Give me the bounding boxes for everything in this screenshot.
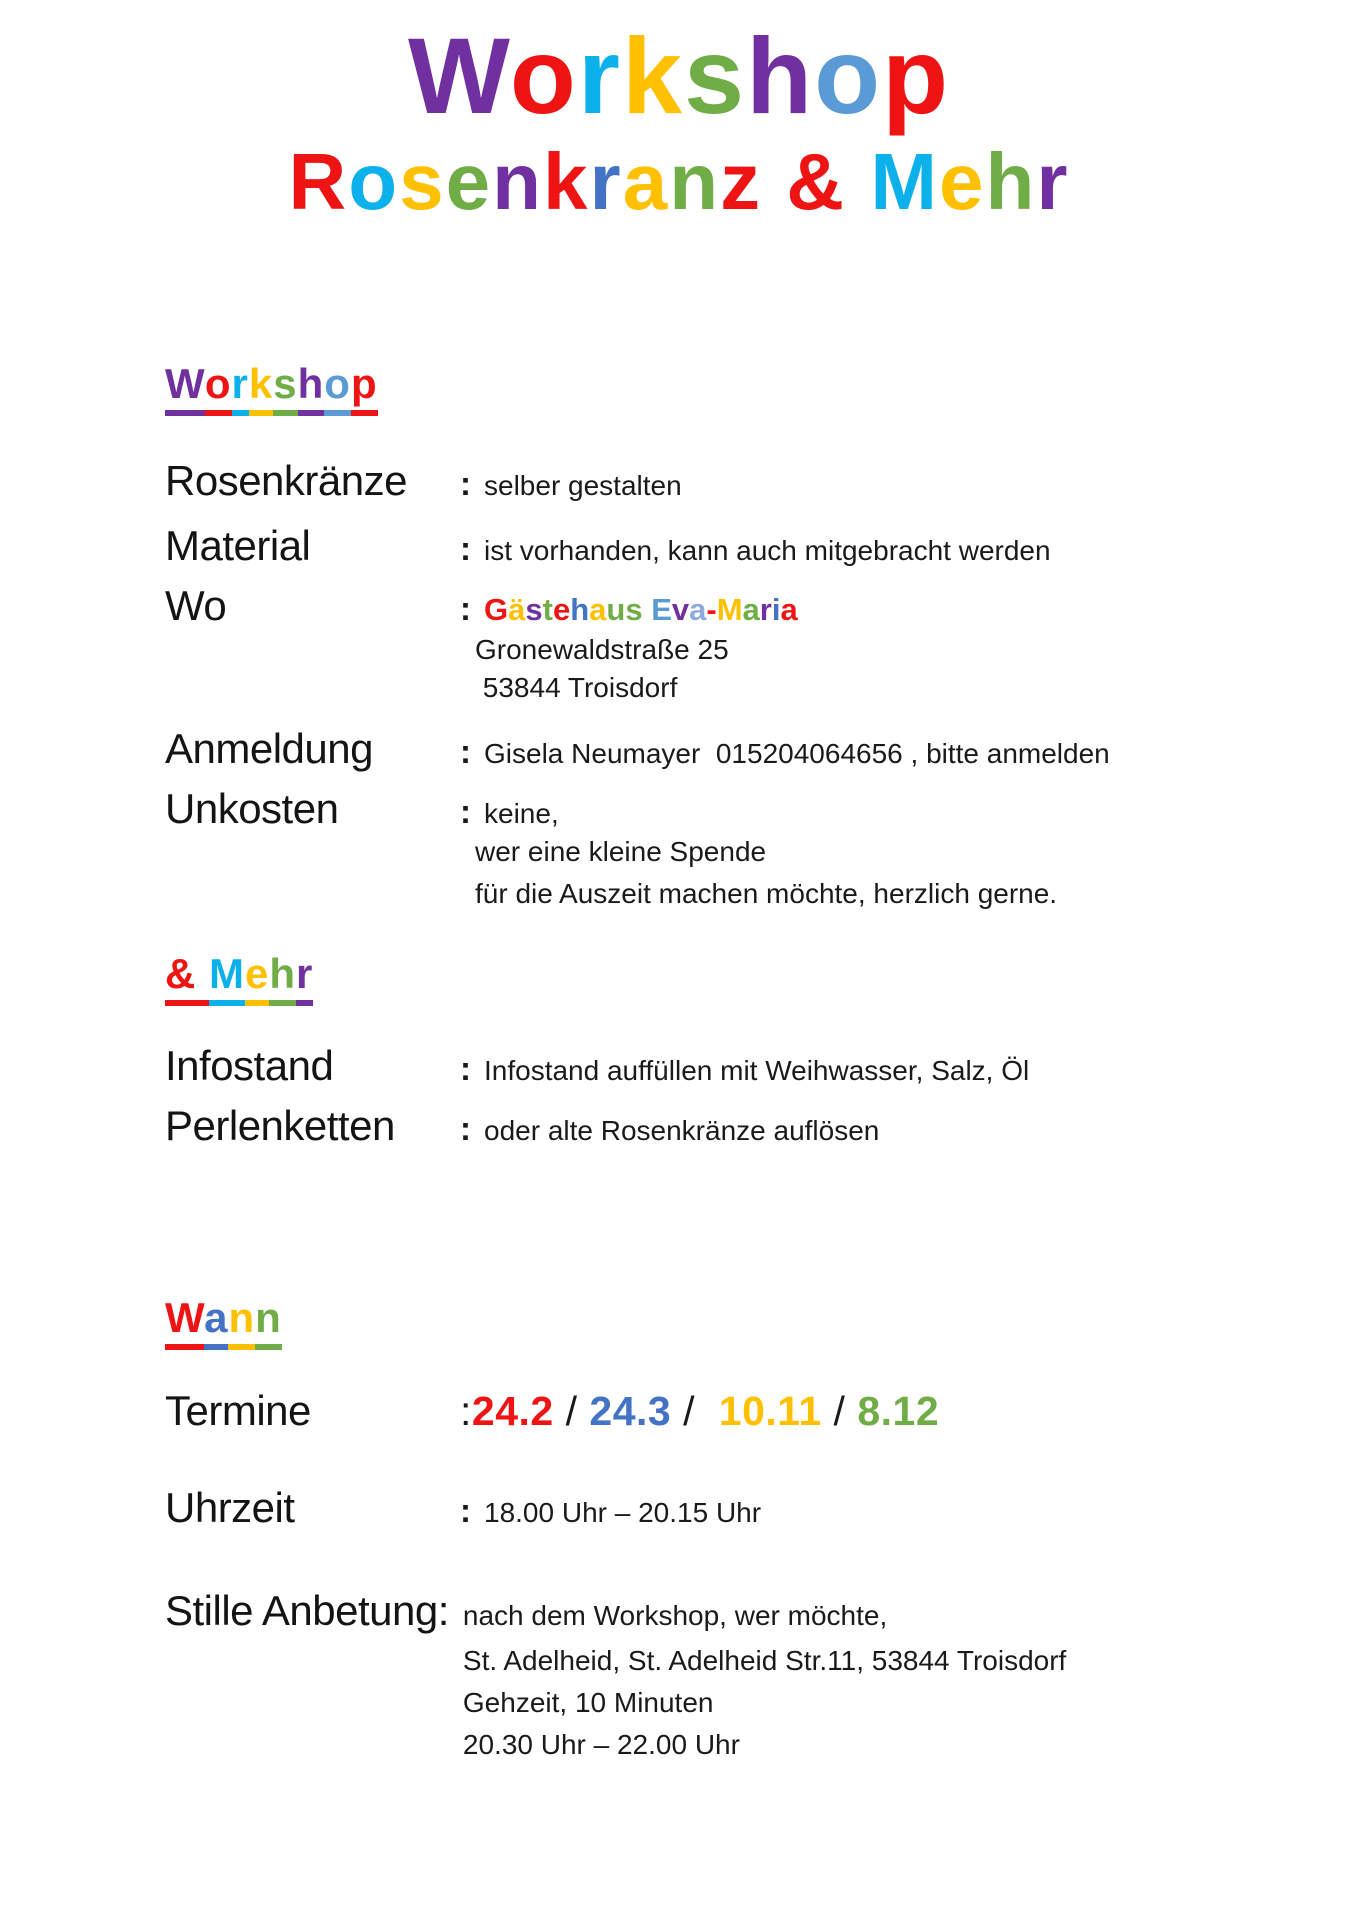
- colored-letter: W: [407, 15, 510, 136]
- row-perlenketten: [165, 1101, 1305, 1151]
- colored-letter: v: [671, 592, 690, 627]
- colored-letter: k: [621, 15, 685, 136]
- section-heading-wann: [165, 1292, 282, 1344]
- colored-letter: o: [348, 137, 400, 226]
- colored-letter: 24.3: [589, 1388, 672, 1434]
- colored-letter: k: [249, 360, 273, 416]
- colored-letter: [196, 950, 209, 1006]
- colored-letter: a: [742, 592, 760, 627]
- row-label: Anmeldung: [165, 725, 373, 772]
- continuation-line: 20.30 Uhr – 22.00 Uhr: [462, 1729, 740, 1760]
- colored-letter: [762, 137, 786, 226]
- colored-letter: [846, 137, 870, 226]
- row-material: [165, 521, 1305, 571]
- row-label: Rosenkränze: [165, 457, 407, 504]
- row-termine: [165, 1386, 1305, 1436]
- colored-letter: n: [669, 137, 721, 226]
- row-label: Stille Anbetung:: [165, 1587, 449, 1634]
- colored-letter: n: [255, 1294, 282, 1350]
- colored-letter: G: [484, 592, 509, 627]
- continuation-line: wer eine kleine Spende: [475, 836, 767, 867]
- colored-letter: k: [543, 137, 590, 226]
- row-label: Infostand: [165, 1042, 334, 1089]
- colored-letter: a: [622, 137, 670, 226]
- colored-letter: n: [228, 1294, 255, 1350]
- colored-letter: e: [245, 950, 269, 1006]
- row-value: ist vorhanden, kann auch mitgebracht werden: [484, 535, 1051, 566]
- colored-letter: a: [689, 592, 707, 627]
- colored-letter: p: [882, 15, 951, 136]
- colored-letter: o: [205, 360, 232, 416]
- colored-letter: [643, 592, 652, 627]
- row-label: Material: [165, 522, 311, 569]
- row-unkosten: [165, 784, 1305, 915]
- colored-letter: /: [671, 1388, 719, 1434]
- colored-letter: a: [780, 592, 798, 627]
- colored-letter: o: [509, 15, 578, 136]
- row-colon: :: [460, 733, 471, 770]
- row-colon: :: [460, 793, 471, 830]
- colored-letter: h: [570, 592, 590, 627]
- colored-letter: i: [771, 592, 781, 627]
- continuation-line: Gehzeit, 10 Minuten: [462, 1687, 714, 1718]
- continuation-line: St. Adelheid, St. Adelheid Str.11, 53844 Troisdorf: [462, 1645, 1067, 1676]
- colored-letter: h: [985, 137, 1037, 226]
- row-stille-anbetung: [165, 1586, 1325, 1766]
- row-colon: :: [460, 465, 471, 502]
- colored-letter: t: [542, 592, 553, 627]
- row-value: Infostand auffüllen mit Weihwasser, Salz, Öl: [484, 1055, 1030, 1086]
- page-title: [0, 14, 1358, 138]
- colored-letter: /: [553, 1388, 590, 1434]
- colored-letter: h: [269, 950, 296, 1006]
- venue-address: [460, 631, 1305, 707]
- colored-letter: R: [288, 137, 349, 226]
- colored-letter: :: [460, 1388, 472, 1434]
- row-colon: :: [460, 1492, 471, 1529]
- row-value: selber gestalten: [484, 470, 682, 501]
- row-value-continuation: [461, 1640, 1325, 1766]
- colored-letter: W: [165, 360, 205, 416]
- row-anmeldung: [165, 724, 1305, 774]
- colored-letter: u: [606, 592, 626, 627]
- continuation-line: für die Auszeit machen möchte, herzlich gerne.: [475, 878, 1058, 909]
- colored-letter: o: [324, 360, 351, 416]
- colored-letter: z: [720, 137, 763, 226]
- row-colon: :: [460, 590, 471, 627]
- section-heading-mehr: [165, 948, 313, 1000]
- row-value-continuation: [460, 831, 1305, 915]
- row-label: Uhrzeit: [165, 1484, 295, 1531]
- colored-letter: h: [746, 15, 815, 136]
- colored-letter: r: [759, 592, 772, 627]
- colored-letter: r: [232, 360, 249, 416]
- row-value: 18.00 Uhr – 20.15 Uhr: [484, 1497, 762, 1528]
- row-colon: :: [460, 1110, 471, 1147]
- colored-letter: e: [938, 137, 986, 226]
- page-subtitle: [0, 136, 1358, 228]
- row-colon: :: [460, 530, 471, 567]
- colored-letter: E: [651, 592, 672, 627]
- workshop-dates: [460, 1388, 939, 1435]
- colored-letter: r: [577, 15, 622, 136]
- continuation-line: Gronewaldstraße 25: [475, 634, 729, 665]
- colored-letter: 8.12: [857, 1388, 940, 1434]
- row-wo: [165, 581, 1305, 707]
- colored-letter: s: [399, 137, 446, 226]
- row-label: Termine: [165, 1387, 311, 1434]
- colored-letter: s: [273, 360, 297, 416]
- colored-letter: s: [625, 592, 643, 627]
- row-colon: :: [460, 1050, 471, 1087]
- row-label: Wo: [165, 582, 227, 629]
- row-value: oder alte Rosenkränze auflösen: [484, 1115, 880, 1146]
- colored-letter: /: [821, 1388, 858, 1434]
- colored-letter: 24.2: [471, 1388, 554, 1434]
- row-label: Unkosten: [165, 785, 339, 832]
- colored-letter: e: [552, 592, 571, 627]
- row-label: Perlenketten: [165, 1102, 395, 1149]
- colored-letter: o: [814, 15, 883, 136]
- colored-letter: p: [351, 360, 378, 416]
- continuation-line: 53844 Troisdorf: [475, 672, 678, 703]
- colored-letter: h: [298, 360, 325, 416]
- row-value: keine,: [484, 798, 559, 829]
- colored-letter: s: [525, 592, 543, 627]
- row-uhrzeit: [165, 1483, 1305, 1533]
- colored-letter: -: [706, 592, 717, 627]
- row-value: nach dem Workshop, wer möchte,: [462, 1600, 888, 1631]
- colored-letter: M: [870, 137, 939, 226]
- colored-letter: M: [209, 950, 245, 1006]
- colored-letter: W: [165, 1294, 204, 1350]
- colored-letter: r: [1036, 137, 1070, 226]
- colored-letter: M: [716, 592, 743, 627]
- colored-letter: a: [204, 1294, 228, 1350]
- row-infostand: [165, 1041, 1305, 1091]
- section-heading-workshop: [165, 358, 378, 410]
- row-rosenkraenze: [165, 456, 1305, 506]
- colored-letter: a: [589, 592, 607, 627]
- colored-letter: s: [684, 15, 747, 136]
- colored-letter: r: [296, 950, 313, 1006]
- colored-letter: r: [589, 137, 623, 226]
- colored-letter: &: [786, 137, 847, 226]
- colored-letter: &: [165, 950, 196, 1006]
- colored-letter: e: [445, 137, 493, 226]
- colored-letter: 10.11: [718, 1388, 822, 1434]
- venue-name: [484, 592, 798, 628]
- row-value: Gisela Neumayer 015204064656 , bitte anmelden: [484, 738, 1110, 769]
- colored-letter: n: [492, 137, 544, 226]
- colored-letter: ä: [508, 592, 526, 627]
